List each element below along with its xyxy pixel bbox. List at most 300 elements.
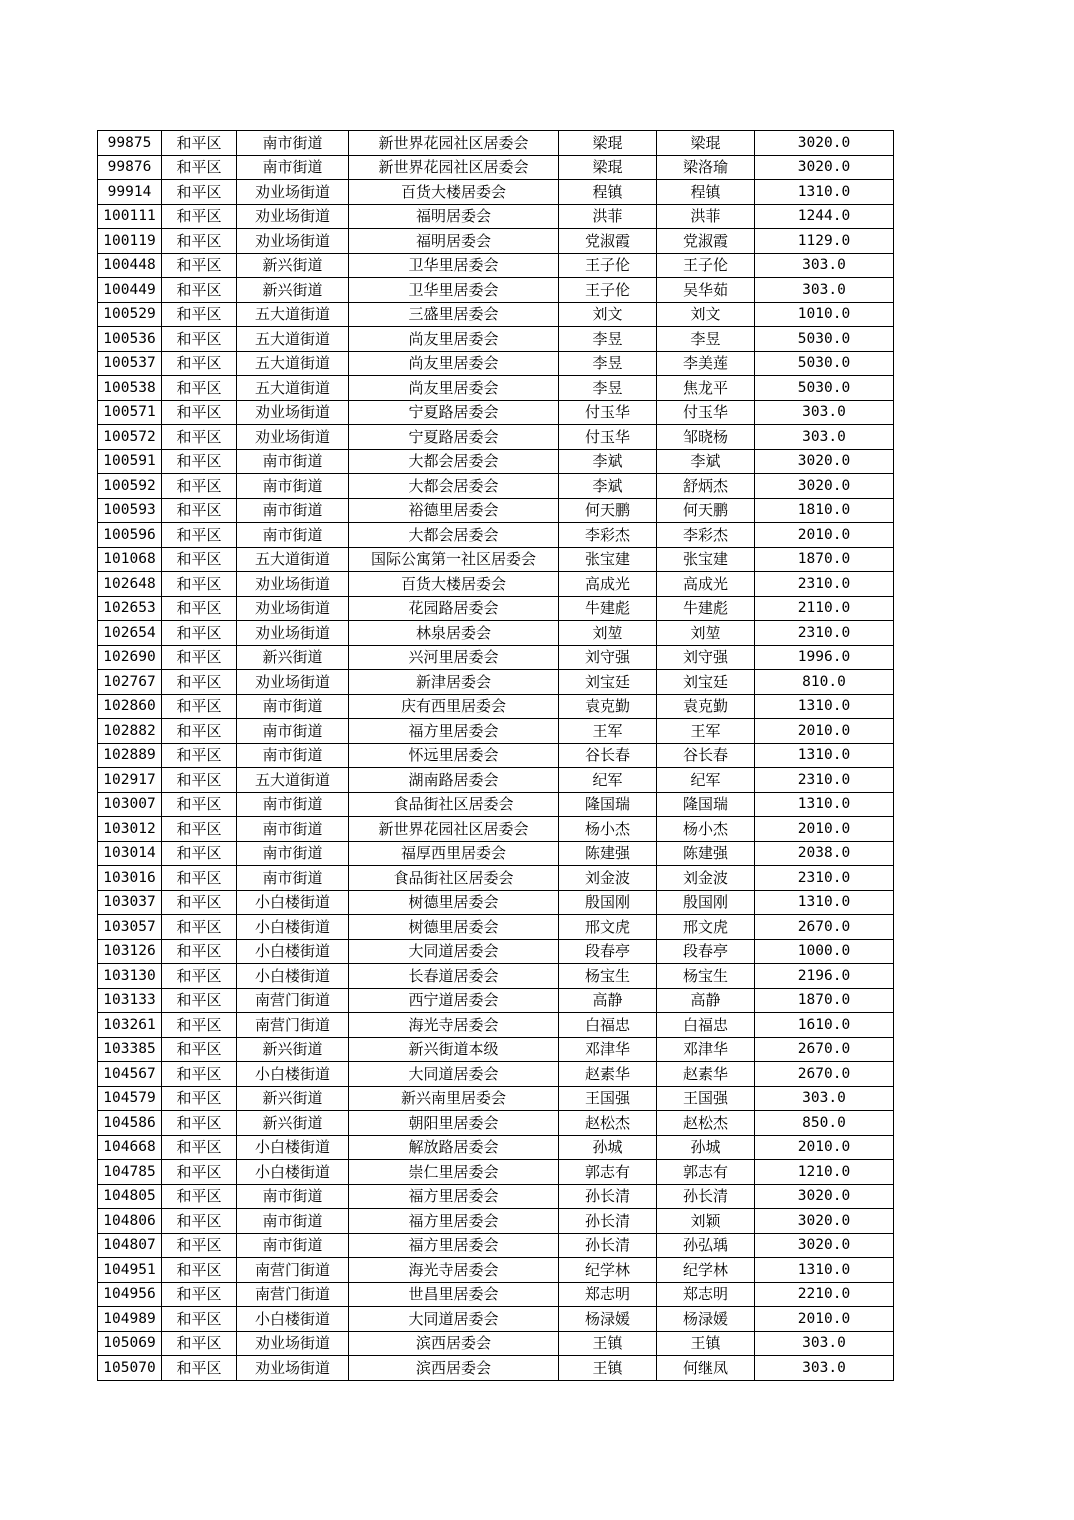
district-cell: 和平区 <box>162 131 237 156</box>
householder-cell: 李斌 <box>559 449 657 474</box>
amount-cell: 5030.0 <box>755 351 894 376</box>
table-row <box>98 670 894 695</box>
householder-cell: 杨渌媛 <box>559 1307 657 1332</box>
street-cell: 劝业场街道 <box>237 596 349 621</box>
committee-cell: 福方里居委会 <box>349 719 559 744</box>
street-cell: 小白楼街道 <box>237 1160 349 1185</box>
member-cell: 陈建强 <box>657 841 755 866</box>
district-cell: 和平区 <box>162 327 237 352</box>
amount-cell: 3020.0 <box>755 155 894 180</box>
committee-cell: 尚友里居委会 <box>349 376 559 401</box>
householder-cell: 梁琨 <box>559 131 657 156</box>
record-id-cell: 104579 <box>98 1086 162 1111</box>
amount-cell: 2110.0 <box>755 596 894 621</box>
record-id-cell: 104567 <box>98 1062 162 1087</box>
committee-cell: 解放路居委会 <box>349 1135 559 1160</box>
householder-cell: 高成光 <box>559 572 657 597</box>
householder-cell: 王子伦 <box>559 253 657 278</box>
member-cell: 李昱 <box>657 327 755 352</box>
committee-cell: 食品街社区居委会 <box>349 792 559 817</box>
amount-cell: 2310.0 <box>755 768 894 793</box>
amount-cell: 3020.0 <box>755 1233 894 1258</box>
record-id-cell: 104989 <box>98 1307 162 1332</box>
street-cell: 新兴街道 <box>237 1037 349 1062</box>
member-cell: 刘宝廷 <box>657 670 755 695</box>
table-row <box>98 131 894 156</box>
table-body <box>98 131 894 1381</box>
amount-cell: 2670.0 <box>755 1062 894 1087</box>
street-cell: 劝业场街道 <box>237 1331 349 1356</box>
householder-cell: 段春亭 <box>559 939 657 964</box>
district-cell: 和平区 <box>162 1062 237 1087</box>
committee-cell: 朝阳里居委会 <box>349 1111 559 1136</box>
member-cell: 杨小杰 <box>657 817 755 842</box>
table-row <box>98 204 894 229</box>
street-cell: 南市街道 <box>237 523 349 548</box>
householder-cell: 邓津华 <box>559 1037 657 1062</box>
householder-cell: 赵素华 <box>559 1062 657 1087</box>
street-cell: 南市街道 <box>237 155 349 180</box>
householder-cell: 刘宝廷 <box>559 670 657 695</box>
amount-cell: 2010.0 <box>755 817 894 842</box>
district-cell: 和平区 <box>162 1135 237 1160</box>
householder-cell: 白福忠 <box>559 1013 657 1038</box>
table-row <box>98 939 894 964</box>
district-cell: 和平区 <box>162 180 237 205</box>
member-cell: 李美莲 <box>657 351 755 376</box>
householder-cell: 殷国刚 <box>559 890 657 915</box>
amount-cell: 1310.0 <box>755 890 894 915</box>
amount-cell: 2038.0 <box>755 841 894 866</box>
committee-cell: 大都会居委会 <box>349 523 559 548</box>
table-row <box>98 1160 894 1185</box>
record-id-cell: 104806 <box>98 1209 162 1234</box>
householder-cell: 陈建强 <box>559 841 657 866</box>
committee-cell: 国际公寓第一社区居委会 <box>349 547 559 572</box>
street-cell: 南营门街道 <box>237 1282 349 1307</box>
street-cell: 南营门街道 <box>237 1258 349 1283</box>
district-cell: 和平区 <box>162 1037 237 1062</box>
table-row <box>98 841 894 866</box>
member-cell: 孙长清 <box>657 1184 755 1209</box>
amount-cell: 2670.0 <box>755 915 894 940</box>
street-cell: 南市街道 <box>237 1184 349 1209</box>
member-cell: 刘金波 <box>657 866 755 891</box>
record-id-cell: 100537 <box>98 351 162 376</box>
amount-cell: 2010.0 <box>755 719 894 744</box>
amount-cell: 1996.0 <box>755 645 894 670</box>
district-cell: 和平区 <box>162 229 237 254</box>
record-id-cell: 102860 <box>98 694 162 719</box>
householder-cell: 孙长清 <box>559 1184 657 1209</box>
member-cell: 段春亭 <box>657 939 755 964</box>
table-row <box>98 915 894 940</box>
member-cell: 孙弘瑀 <box>657 1233 755 1258</box>
table-row <box>98 376 894 401</box>
street-cell: 五大道街道 <box>237 547 349 572</box>
member-cell: 焦龙平 <box>657 376 755 401</box>
member-cell: 梁洛瑜 <box>657 155 755 180</box>
committee-cell: 尚友里居委会 <box>349 351 559 376</box>
member-cell: 赵素华 <box>657 1062 755 1087</box>
amount-cell: 3020.0 <box>755 131 894 156</box>
record-id-cell: 101068 <box>98 547 162 572</box>
record-id-cell: 102653 <box>98 596 162 621</box>
amount-cell: 1870.0 <box>755 547 894 572</box>
record-id-cell: 102882 <box>98 719 162 744</box>
amount-cell: 303.0 <box>755 1331 894 1356</box>
committee-cell: 大同道居委会 <box>349 1307 559 1332</box>
member-cell: 党淑霞 <box>657 229 755 254</box>
street-cell: 南营门街道 <box>237 988 349 1013</box>
district-cell: 和平区 <box>162 768 237 793</box>
committee-cell: 百货大楼居委会 <box>349 572 559 597</box>
record-id-cell: 102767 <box>98 670 162 695</box>
amount-cell: 1310.0 <box>755 792 894 817</box>
amount-cell: 3020.0 <box>755 449 894 474</box>
record-id-cell: 100538 <box>98 376 162 401</box>
householder-cell: 梁琨 <box>559 155 657 180</box>
amount-cell: 303.0 <box>755 1086 894 1111</box>
table-row <box>98 596 894 621</box>
table-row <box>98 1135 894 1160</box>
district-cell: 和平区 <box>162 964 237 989</box>
committee-cell: 滨西居委会 <box>349 1331 559 1356</box>
member-cell: 舒炳杰 <box>657 474 755 499</box>
committee-cell: 兴河里居委会 <box>349 645 559 670</box>
member-cell: 刘堃 <box>657 621 755 646</box>
amount-cell: 303.0 <box>755 253 894 278</box>
member-cell: 王军 <box>657 719 755 744</box>
householder-cell: 赵松杰 <box>559 1111 657 1136</box>
district-cell: 和平区 <box>162 1160 237 1185</box>
amount-cell: 810.0 <box>755 670 894 695</box>
table-row <box>98 523 894 548</box>
committee-cell: 树德里居委会 <box>349 890 559 915</box>
data-table <box>97 130 894 1381</box>
record-id-cell: 100596 <box>98 523 162 548</box>
committee-cell: 海光寺居委会 <box>349 1258 559 1283</box>
committee-cell: 新世界花园社区居委会 <box>349 131 559 156</box>
record-id-cell: 100536 <box>98 327 162 352</box>
member-cell: 赵松杰 <box>657 1111 755 1136</box>
householder-cell: 杨宝生 <box>559 964 657 989</box>
member-cell: 李彩杰 <box>657 523 755 548</box>
district-cell: 和平区 <box>162 596 237 621</box>
householder-cell: 李彩杰 <box>559 523 657 548</box>
record-id-cell: 103261 <box>98 1013 162 1038</box>
member-cell: 高静 <box>657 988 755 1013</box>
committee-cell: 百货大楼居委会 <box>349 180 559 205</box>
committee-cell: 福明居委会 <box>349 229 559 254</box>
member-cell: 殷国刚 <box>657 890 755 915</box>
street-cell: 小白楼街道 <box>237 1307 349 1332</box>
district-cell: 和平区 <box>162 792 237 817</box>
table-row <box>98 1037 894 1062</box>
householder-cell: 张宝建 <box>559 547 657 572</box>
amount-cell: 1310.0 <box>755 743 894 768</box>
member-cell: 白福忠 <box>657 1013 755 1038</box>
committee-cell: 新兴街道本级 <box>349 1037 559 1062</box>
table-row <box>98 694 894 719</box>
member-cell: 吴华茹 <box>657 278 755 303</box>
amount-cell: 303.0 <box>755 425 894 450</box>
committee-cell: 湖南路居委会 <box>349 768 559 793</box>
street-cell: 小白楼街道 <box>237 890 349 915</box>
committee-cell: 新世界花园社区居委会 <box>349 155 559 180</box>
table-row <box>98 621 894 646</box>
table-row <box>98 1356 894 1381</box>
table-row <box>98 1258 894 1283</box>
committee-cell: 长春道居委会 <box>349 964 559 989</box>
committee-cell: 新津居委会 <box>349 670 559 695</box>
district-cell: 和平区 <box>162 278 237 303</box>
member-cell: 王子伦 <box>657 253 755 278</box>
householder-cell: 纪军 <box>559 768 657 793</box>
district-cell: 和平区 <box>162 204 237 229</box>
committee-cell: 树德里居委会 <box>349 915 559 940</box>
householder-cell: 李昱 <box>559 376 657 401</box>
table-row <box>98 866 894 891</box>
record-id-cell: 102648 <box>98 572 162 597</box>
amount-cell: 1310.0 <box>755 694 894 719</box>
householder-cell: 李昱 <box>559 327 657 352</box>
committee-cell: 宁夏路居委会 <box>349 425 559 450</box>
amount-cell: 2310.0 <box>755 572 894 597</box>
amount-cell: 3020.0 <box>755 1184 894 1209</box>
district-cell: 和平区 <box>162 474 237 499</box>
member-cell: 刘颖 <box>657 1209 755 1234</box>
member-cell: 郑志明 <box>657 1282 755 1307</box>
district-cell: 和平区 <box>162 302 237 327</box>
district-cell: 和平区 <box>162 1331 237 1356</box>
householder-cell: 杨小杰 <box>559 817 657 842</box>
table-row <box>98 817 894 842</box>
amount-cell: 1810.0 <box>755 498 894 523</box>
district-cell: 和平区 <box>162 1282 237 1307</box>
committee-cell: 大都会居委会 <box>349 449 559 474</box>
householder-cell: 高静 <box>559 988 657 1013</box>
street-cell: 小白楼街道 <box>237 939 349 964</box>
record-id-cell: 103037 <box>98 890 162 915</box>
table-row <box>98 1282 894 1307</box>
member-cell: 邢文虎 <box>657 915 755 940</box>
street-cell: 五大道街道 <box>237 351 349 376</box>
record-id-cell: 103130 <box>98 964 162 989</box>
street-cell: 五大道街道 <box>237 327 349 352</box>
table-row <box>98 229 894 254</box>
amount-cell: 1310.0 <box>755 180 894 205</box>
record-id-cell: 104805 <box>98 1184 162 1209</box>
member-cell: 邓津华 <box>657 1037 755 1062</box>
table-row <box>98 572 894 597</box>
record-id-cell: 100449 <box>98 278 162 303</box>
amount-cell: 1870.0 <box>755 988 894 1013</box>
street-cell: 劝业场街道 <box>237 204 349 229</box>
table-row <box>98 498 894 523</box>
record-id-cell: 99914 <box>98 180 162 205</box>
householder-cell: 孙长清 <box>559 1209 657 1234</box>
record-id-cell: 103016 <box>98 866 162 891</box>
record-id-cell: 102690 <box>98 645 162 670</box>
table-row <box>98 253 894 278</box>
table-row <box>98 1062 894 1087</box>
table-row <box>98 155 894 180</box>
member-cell: 杨宝生 <box>657 964 755 989</box>
householder-cell: 郑志明 <box>559 1282 657 1307</box>
table-row <box>98 1233 894 1258</box>
district-cell: 和平区 <box>162 425 237 450</box>
record-id-cell: 104807 <box>98 1233 162 1258</box>
street-cell: 小白楼街道 <box>237 1135 349 1160</box>
householder-cell: 邢文虎 <box>559 915 657 940</box>
member-cell: 孙城 <box>657 1135 755 1160</box>
member-cell: 邹晓杨 <box>657 425 755 450</box>
member-cell: 何天鹏 <box>657 498 755 523</box>
table-row <box>98 180 894 205</box>
district-cell: 和平区 <box>162 449 237 474</box>
district-cell: 和平区 <box>162 1307 237 1332</box>
street-cell: 南市街道 <box>237 498 349 523</box>
district-cell: 和平区 <box>162 498 237 523</box>
committee-cell: 庆有西里居委会 <box>349 694 559 719</box>
amount-cell: 1129.0 <box>755 229 894 254</box>
committee-cell: 花园路居委会 <box>349 596 559 621</box>
committee-cell: 福厚西里居委会 <box>349 841 559 866</box>
householder-cell: 王国强 <box>559 1086 657 1111</box>
street-cell: 南市街道 <box>237 131 349 156</box>
table-row <box>98 400 894 425</box>
record-id-cell: 100111 <box>98 204 162 229</box>
street-cell: 五大道街道 <box>237 376 349 401</box>
street-cell: 南市街道 <box>237 792 349 817</box>
committee-cell: 三盛里居委会 <box>349 302 559 327</box>
member-cell: 袁克勤 <box>657 694 755 719</box>
member-cell: 李斌 <box>657 449 755 474</box>
district-cell: 和平区 <box>162 351 237 376</box>
district-cell: 和平区 <box>162 547 237 572</box>
householder-cell: 程镇 <box>559 180 657 205</box>
district-cell: 和平区 <box>162 743 237 768</box>
street-cell: 新兴街道 <box>237 645 349 670</box>
street-cell: 南市街道 <box>237 1233 349 1258</box>
committee-cell: 大同道居委会 <box>349 1062 559 1087</box>
street-cell: 劝业场街道 <box>237 425 349 450</box>
street-cell: 新兴街道 <box>237 253 349 278</box>
street-cell: 五大道街道 <box>237 768 349 793</box>
table-row <box>98 278 894 303</box>
record-id-cell: 103057 <box>98 915 162 940</box>
district-cell: 和平区 <box>162 817 237 842</box>
district-cell: 和平区 <box>162 1013 237 1038</box>
committee-cell: 大同道居委会 <box>349 939 559 964</box>
district-cell: 和平区 <box>162 670 237 695</box>
householder-cell: 刘文 <box>559 302 657 327</box>
committee-cell: 裕德里居委会 <box>349 498 559 523</box>
table-row <box>98 645 894 670</box>
amount-cell: 2210.0 <box>755 1282 894 1307</box>
amount-cell: 2310.0 <box>755 866 894 891</box>
record-id-cell: 105069 <box>98 1331 162 1356</box>
amount-cell: 2010.0 <box>755 1135 894 1160</box>
committee-cell: 尚友里居委会 <box>349 327 559 352</box>
amount-cell: 303.0 <box>755 278 894 303</box>
committee-cell: 大都会居委会 <box>349 474 559 499</box>
district-cell: 和平区 <box>162 1111 237 1136</box>
committee-cell: 崇仁里居委会 <box>349 1160 559 1185</box>
table-row <box>98 351 894 376</box>
street-cell: 南市街道 <box>237 841 349 866</box>
record-id-cell: 100529 <box>98 302 162 327</box>
record-id-cell: 105070 <box>98 1356 162 1381</box>
district-cell: 和平区 <box>162 400 237 425</box>
record-id-cell: 104668 <box>98 1135 162 1160</box>
table-row <box>98 1209 894 1234</box>
district-cell: 和平区 <box>162 155 237 180</box>
district-cell: 和平区 <box>162 1184 237 1209</box>
committee-cell: 海光寺居委会 <box>349 1013 559 1038</box>
record-id-cell: 99876 <box>98 155 162 180</box>
district-cell: 和平区 <box>162 915 237 940</box>
district-cell: 和平区 <box>162 866 237 891</box>
record-id-cell: 103014 <box>98 841 162 866</box>
householder-cell: 洪菲 <box>559 204 657 229</box>
district-cell: 和平区 <box>162 890 237 915</box>
record-id-cell: 100592 <box>98 474 162 499</box>
member-cell: 何继凤 <box>657 1356 755 1381</box>
street-cell: 南市街道 <box>237 1209 349 1234</box>
member-cell: 程镇 <box>657 180 755 205</box>
street-cell: 劝业场街道 <box>237 1356 349 1381</box>
householder-cell: 王军 <box>559 719 657 744</box>
record-id-cell: 100572 <box>98 425 162 450</box>
street-cell: 劝业场街道 <box>237 229 349 254</box>
householder-cell: 纪学林 <box>559 1258 657 1283</box>
district-cell: 和平区 <box>162 1086 237 1111</box>
amount-cell: 2310.0 <box>755 621 894 646</box>
street-cell: 小白楼街道 <box>237 964 349 989</box>
householder-cell: 付玉华 <box>559 400 657 425</box>
householder-cell: 李斌 <box>559 474 657 499</box>
table-row <box>98 302 894 327</box>
street-cell: 南市街道 <box>237 743 349 768</box>
householder-cell: 谷长春 <box>559 743 657 768</box>
record-id-cell: 102654 <box>98 621 162 646</box>
district-cell: 和平区 <box>162 988 237 1013</box>
table-row <box>98 474 894 499</box>
committee-cell: 卫华里居委会 <box>349 253 559 278</box>
table-row <box>98 1111 894 1136</box>
street-cell: 劝业场街道 <box>237 400 349 425</box>
committee-cell: 林泉居委会 <box>349 621 559 646</box>
member-cell: 纪学林 <box>657 1258 755 1283</box>
member-cell: 刘守强 <box>657 645 755 670</box>
table-row <box>98 719 894 744</box>
member-cell: 纪军 <box>657 768 755 793</box>
record-id-cell: 103007 <box>98 792 162 817</box>
record-id-cell: 104956 <box>98 1282 162 1307</box>
district-cell: 和平区 <box>162 523 237 548</box>
district-cell: 和平区 <box>162 1233 237 1258</box>
street-cell: 小白楼街道 <box>237 1062 349 1087</box>
district-cell: 和平区 <box>162 841 237 866</box>
district-cell: 和平区 <box>162 645 237 670</box>
table-row <box>98 547 894 572</box>
committee-cell: 滨西居委会 <box>349 1356 559 1381</box>
amount-cell: 303.0 <box>755 400 894 425</box>
amount-cell: 5030.0 <box>755 327 894 352</box>
record-id-cell: 104951 <box>98 1258 162 1283</box>
